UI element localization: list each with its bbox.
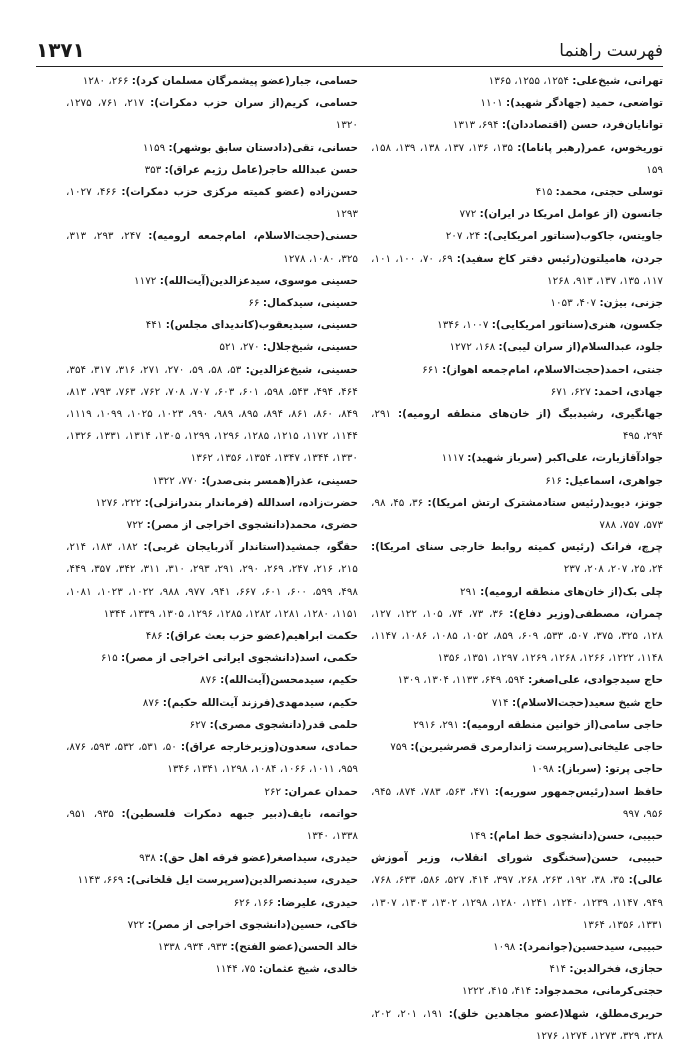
index-entry-name: حاجی علیخانی(سرپرست ژاندارمری قصرشیرین): xyxy=(410,741,663,754)
index-entry-name: تواضعی، حمید (جهادگر شهید): xyxy=(506,97,663,110)
index-entry-pages: ۱۱۱۷ xyxy=(441,452,468,465)
index-entry xyxy=(371,603,663,670)
index-entry-pages: ۱۹۱، ۲۰۱، ۲۰۲، ۳۲۸، ۳۲۹، ۱۲۷۳، ۱۲۷۴، ۱۲۷۶ xyxy=(371,1007,663,1042)
index-entry-name: توسلی حجتی، محمد: xyxy=(555,186,663,199)
index-entry-pages: ۷۲۲ xyxy=(126,519,147,532)
index-entry xyxy=(371,137,663,181)
index-entry-name: حسینی موسوی، سیدعزالدین(آیت‌الله): xyxy=(159,274,358,287)
index-entry-name: جوادآقازیارت، علی‌اکبر (سرباز شهید): xyxy=(467,452,663,465)
index-entry xyxy=(66,914,358,936)
index-entry-name: حاج شیخ سعید(حجت‌الاسلام): xyxy=(511,696,663,709)
index-entry xyxy=(66,70,358,92)
index-column-right xyxy=(371,70,663,1047)
index-entry-pages: ۲۶۶، ۱۲۸۰ xyxy=(82,75,132,87)
index-entry-pages: ۶۹، ۷۰، ۱۰۰، ۱۰۱، ۱۱۷، ۱۳۵، ۱۳۷، ۹۱۳، ۱۲۶۸ xyxy=(371,252,663,287)
index-entry xyxy=(66,492,358,514)
index-entry-name: حسینی، شیخ‌عزالدین: xyxy=(245,363,358,376)
index-entry xyxy=(371,669,663,691)
index-entry-name: حسینی، سیدیعقوب(کاندیدای مجلس): xyxy=(165,319,358,332)
index-entry xyxy=(371,492,663,536)
index-entry-name: خالدی، شیخ عثمان: xyxy=(258,963,358,976)
index-entry xyxy=(371,936,663,958)
index-entry-pages: ۱۲۵۴، ۱۲۵۵، ۱۳۶۵ xyxy=(488,75,573,87)
index-entry-name: حاجی سامی(از خوانین منطقه ارومیه): xyxy=(462,718,663,731)
index-entry xyxy=(371,225,663,247)
index-entry-pages: ۶۲۷ xyxy=(189,718,210,731)
index-entry-pages: ۵۳، ۵۸، ۵۹، ۲۷۰، ۲۷۱، ۳۱۶، ۳۱۷، ۳۵۴، ۴۶۴، ۴۹۴، ۵۴۳، ۵۹۸، ۶۰۱، ۶۰۳، ۷۰۷، ۷۰۸، ۷۶۲، ۷۶۳، ۷۹۳، ۸۱۳، ۸۴۹، ۸۶۰، ۸۶۱، ۸۹۴، ۸۹۵، ۹۸۹، ۹۹۰، ۱۰۲۳، ۱۰۲۵، ۱۰۹۹، ۱۱۱۹، ۱۱۴۴، ۱۱۷۲، ۱۲۱۵، ۱۲۸۵، ۱۲۹۶، ۱۲۹۹، ۱۳۰۵، ۱۳۱۴، ۱۳۳۱، ۱۳۲۶، ۱۳۳۰، ۱۳۴۴، ۱۳۴۷، ۱۳۵۴، ۱۳۵۶، ۱۳۶۲ xyxy=(66,363,358,465)
index-entry-name: جونز، دیوید(رئیس ستادمشترک ارتش امریکا): xyxy=(427,496,663,509)
index-entry xyxy=(66,958,358,980)
index-entry-pages: ۶۹۴، ۱۳۱۳ xyxy=(452,119,502,132)
index-entry xyxy=(66,669,358,691)
index-entry-pages: ۴۶۶، ۱۰۲۷، ۱۲۹۳ xyxy=(66,186,358,221)
index-entry-name: حاجی پرتو: (سرباز): xyxy=(557,763,663,776)
index-entry-name: جانسون (از عوامل امریکا در ایران): xyxy=(479,208,663,221)
index-entry-name: حافظ اسد(رئیس‌جمهور سوریه): xyxy=(494,785,663,798)
index-entry-name: جهانگیری، رشیدبیگ (از خان‌های منطقه ارومیه): xyxy=(397,408,663,421)
index-entry-pages: ۶۶۱ xyxy=(422,363,443,376)
index-column-left xyxy=(66,70,358,980)
index-entry-name: حسن‌زاده (عضو کمیته مرکزی حزب دمکرات): xyxy=(121,186,358,199)
index-entry-name: حکیم، سیدمهدی(فرزند آیت‌الله حکیم): xyxy=(162,696,358,709)
index-entry-pages: ۹۳۵، ۹۵۱، ۱۳۳۸، ۱۳۴۰ xyxy=(66,807,358,842)
index-entry-name: چمران، مصطفی(وزیر دفاع): xyxy=(509,607,663,620)
index-entry-pages: ۲۲۲، ۱۲۷۶ xyxy=(95,496,145,509)
index-entry-name: حقگو، جمشید(استاندار آذربایجان غربی): xyxy=(143,541,358,554)
index-entry xyxy=(66,692,358,714)
index-entry-name: جاویتس، جاکوب(سناتور امریکایی): xyxy=(483,230,663,243)
index-entry-pages: ۷۷۰، ۱۳۲۲ xyxy=(152,474,202,487)
index-entry-pages: ۵۹۴، ۶۴۹، ۱۱۳۳، ۱۳۰۴، ۱۳۰۹ xyxy=(397,674,529,687)
index-entry-name: حواتمه، نایف(دبیر جبهه دمکرات فلسطین): xyxy=(121,807,358,820)
index-entry xyxy=(66,159,358,181)
index-entry-pages: ۸۷۶ xyxy=(142,696,163,709)
index-entry-pages: ۶۶ xyxy=(248,297,263,310)
index-entry xyxy=(66,869,358,891)
index-entry-pages: ۳۶، ۷۳، ۷۴، ۱۰۵، ۱۲۲، ۱۲۷، ۱۲۸، ۳۲۵، ۳۷۵، ۵۰۷، ۵۳۳، ۶۰۹، ۸۵۹، ۱۰۵۲، ۱۰۸۵، ۱۰۸۶، ۱۱۴۷، ۱۱۴۸، ۱۲۲۲، ۱۲۶۶، ۱۲۶۸، ۱۲۶۹، ۱۲۹۷، ۱۳۵۱، ۱۳۵۶ xyxy=(371,607,663,665)
index-entry xyxy=(371,381,663,403)
index-entry-pages: ۱۱۰۱ xyxy=(480,97,507,110)
index-entry-name: حبیبی، سیدحسین(جوانمرد): xyxy=(518,940,663,953)
index-entry-pages: ۹۳۳، ۹۳۴، ۱۳۳۸ xyxy=(157,940,231,953)
index-entry-name: خاکی، حسین(دانشجوی اخراجی از مصر): xyxy=(147,918,358,931)
index-entry-name: حسینی، سیدکمال: xyxy=(262,297,358,310)
index-entry-name: حکمت ابراهیم(عضو حزب بعث عراق): xyxy=(165,630,358,643)
index-entry-pages: ۶۱۵ xyxy=(100,652,121,665)
index-entry-pages: ۱۱۵۹ xyxy=(142,141,169,154)
running-title: فهرست راهنما xyxy=(559,41,663,61)
index-entry-pages: ۷۷۲ xyxy=(459,208,480,221)
index-entry-pages: ۳۶، ۴۵، ۹۸، ۵۷۳، ۷۵۷، ۷۸۸ xyxy=(371,496,663,532)
index-entry xyxy=(371,314,663,336)
index-entry-name: جنتی، احمد(حجت‌الاسلام، امام‌جمعه اهواز): xyxy=(442,363,663,376)
index-entry-name: حاج سیدجوادی، علی‌اصغر: xyxy=(528,674,663,687)
index-entry-name: حسامی، کریم(از سران حزب دمکرات): xyxy=(150,97,358,110)
index-entry-name: حجازی، فخرالدین: xyxy=(569,963,663,976)
index-entry xyxy=(371,248,663,292)
index-entry xyxy=(371,336,663,358)
index-entry-pages: ۱۶۸، ۱۲۷۲ xyxy=(449,341,499,354)
index-entry-pages: ۳۵۳ xyxy=(144,163,165,176)
index-entry xyxy=(66,137,358,159)
index-entry-pages: ۱۰۰۷، ۱۳۴۶ xyxy=(437,319,492,332)
index-entry-name: حجتی‌کرمانی، محمدجواد: xyxy=(534,985,663,998)
index-entry-pages: ۲۱۷، ۷۶۱، ۱۲۷۵، ۱۳۲۰ xyxy=(66,97,358,132)
index-entry-name: جکسون، هنری(سناتور امریکایی): xyxy=(491,319,663,332)
index-entry xyxy=(371,447,663,469)
index-entry xyxy=(66,225,358,269)
index-entry-name: حبیبی، حسن(سخنگوی شورای انقلاب، وزیر آموزش عالی): xyxy=(371,852,663,887)
index-entry xyxy=(371,781,663,825)
index-entry-name: حضرت‌زاده، اسدالله (فرماندار بندرانزلی): xyxy=(144,496,358,509)
index-entry-pages: ۷۲۲ xyxy=(127,918,148,931)
index-entry-pages: ۵۰، ۵۳۱، ۵۳۲، ۵۹۳، ۸۷۶، ۹۵۹، ۱۰۱۱، ۱۰۶۶، ۱۰۸۴، ۱۲۹۸، ۱۳۴۱، ۱۳۴۶ xyxy=(66,741,358,776)
index-entry-name: حکمی، اسد(دانشجوی ایرانی اخراجی از مصر): xyxy=(120,652,358,665)
index-entry-pages: ۳۵، ۳۸، ۱۹۲، ۲۶۳، ۲۶۸، ۳۹۷، ۴۱۴، ۵۲۷، ۵۸۶، ۶۳۳، ۷۶۸، ۹۴۹، ۱۱۴۷، ۱۲۳۹، ۱۲۴۰، ۱۲۴۱، ۱۲۸۰، ۱۲۹۸، ۱۳۰۲، ۱۳۰۳، ۱۳۰۷، ۱۳۳۱، ۱۳۵۶، ۱۳۶۴ xyxy=(371,874,663,931)
index-entry xyxy=(371,403,663,447)
index-entry-name: حسینی، شیخ‌جلال: xyxy=(262,341,358,354)
index-entry xyxy=(371,92,663,114)
index-entry xyxy=(66,92,358,136)
index-entry xyxy=(66,781,358,803)
index-entry xyxy=(371,847,663,936)
index-entry xyxy=(371,536,663,580)
index-entry-pages: ۱۳۵، ۱۳۶، ۱۳۷، ۱۳۸، ۱۳۹، ۱۵۸، ۱۵۹ xyxy=(371,141,663,176)
index-entry-pages: ۴۱۴ xyxy=(549,963,570,976)
page-number: ۱۳۷۱ xyxy=(36,38,85,62)
index-entry xyxy=(371,470,663,492)
index-entry-name: حکیم، سیدمحسن(آیت‌الله): xyxy=(220,674,358,687)
index-entry-pages: ۱۰۹۸ xyxy=(531,763,558,776)
index-entry-pages: ۲۴، ۲۰۷ xyxy=(445,230,484,243)
index-entry xyxy=(371,181,663,203)
index-entry xyxy=(371,203,663,225)
index-entry xyxy=(371,692,663,714)
index-entry xyxy=(66,892,358,914)
index-entry xyxy=(371,958,663,980)
index-entry xyxy=(371,1003,663,1047)
page-header xyxy=(36,30,663,67)
index-entry xyxy=(371,581,663,603)
index-entry-pages: ۶۱۶ xyxy=(545,474,566,487)
index-entry-pages: ۴۷۱، ۵۶۳، ۷۸۳، ۸۷۴، ۹۴۵، ۹۵۶، ۹۹۷ xyxy=(371,785,663,820)
index-entry-name: چلی بک(از خان‌های منطقه ارومیه): xyxy=(480,585,663,598)
index-entry-name: حریری‌مطلق، شهلا(عضو مجاهدین خلق): xyxy=(448,1007,663,1020)
index-entry-name: حیدری، علیرضا: xyxy=(277,896,358,909)
index-entry-pages: ۲۹۱، ۲۹۴، ۴۹۵ xyxy=(371,408,663,443)
index-entry xyxy=(66,514,358,536)
index-entry-pages: ۲۹۱ xyxy=(460,585,481,598)
index-entry-pages: ۲۹۱، ۲۹۱۶ xyxy=(413,718,463,731)
index-entry-pages: ۴۱۵ xyxy=(535,186,556,199)
index-entry-name: حسن عبدالله حاجر(عامل رژیم عراق): xyxy=(164,163,358,176)
index-entry-name: جزنی، بیژن: xyxy=(599,297,663,310)
index-entry-pages: ۴۴۱ xyxy=(145,319,166,332)
index-entry-name: حمادی، سعدون(وزیرخارجه عراق): xyxy=(180,741,358,754)
index-entry-pages: ۲۶۲ xyxy=(264,785,285,798)
index-entry-name: حسینی، عذرا(همسر بنی‌صدر): xyxy=(201,474,358,487)
index-entry-name: جردن، هامیلتون(رئیس دفتر کاخ سفید): xyxy=(456,252,663,265)
index-entry xyxy=(371,825,663,847)
index-entry-name: توریخوس، عمر(رهبر پاناما): xyxy=(517,141,663,154)
index-entry-pages: ۸۷۶ xyxy=(200,674,221,687)
index-entry-name: چرچ، فرانک (رئیس کمیته روابط خارجی سنای امریکا): xyxy=(371,541,663,554)
index-entry xyxy=(371,758,663,780)
index-entry xyxy=(66,936,358,958)
index-entry-pages: ۱۸۲، ۱۸۳، ۲۱۴، ۲۱۵، ۲۱۶، ۲۴۷، ۲۶۹، ۲۹۰، ۲۹۱، ۲۹۳، ۳۱۰، ۳۱۱، ۳۴۲، ۳۵۷، ۴۴۹، ۴۹۸، ۵۹۹، ۶۰۰، ۶۰۱، ۶۶۷، ۹۴۱، ۹۷۷، ۹۸۸، ۱۰۲۲، ۱۰۲۳، ۱۰۸۱، ۱۱۵۱، ۱۲۸۰، ۱۲۸۱، ۱۲۸۲، ۱۲۸۵، ۱۲۹۶، ۱۳۰۵، ۱۳۳۹، ۱۳۴۴ xyxy=(66,541,358,620)
index-entry-name: جلود، عبدالسلام(از سران لیبی): xyxy=(498,341,663,354)
index-entry-pages: ۶۶۹، ۱۱۴۳ xyxy=(77,874,127,887)
index-entry-pages: ۴۸۶ xyxy=(145,630,166,643)
index-entry xyxy=(371,736,663,758)
index-entry xyxy=(66,536,358,625)
index-entry-pages: ۹۳۸ xyxy=(139,852,160,865)
index-entry xyxy=(66,847,358,869)
index-entry-pages: ۲۴، ۲۵، ۲۰۷، ۲۰۸، ۲۳۷ xyxy=(563,563,663,576)
index-entry-name: حلمی قدر(دانشجوی مصری): xyxy=(209,718,358,731)
index-entry xyxy=(66,292,358,314)
index-entry-name: حمدان عمران: xyxy=(284,785,358,798)
index-entry xyxy=(66,470,358,492)
index-entry xyxy=(66,647,358,669)
index-entry xyxy=(66,314,358,336)
index-entry-name: حسانی، تقی(دادستان سابق بوشهر): xyxy=(168,141,358,154)
index-entry-name: حیدری، سیداصغر(عضو فرقه اهل حق): xyxy=(159,852,358,865)
index-entry-name: حیدری، سیدنصرالدین(سرپرست ایل قلخانی): xyxy=(126,874,358,887)
index-entry xyxy=(66,359,358,470)
index-entry xyxy=(371,114,663,136)
index-entry xyxy=(371,70,663,92)
index-entry-name: جواهری، اسماعیل: xyxy=(565,474,663,487)
index-entry-name: حسامی، جبار(عضو پیشمرگان مسلمان کرد): xyxy=(131,75,358,87)
index-entry-name: حسنی(حجت‌الاسلام، امام‌جمعه ارومیه): xyxy=(148,230,358,243)
index-entry xyxy=(371,714,663,736)
index-entry-name: خالد الحسن(عضو الفتح): xyxy=(230,940,358,953)
index-entry xyxy=(66,181,358,225)
index-entry xyxy=(66,270,358,292)
index-entry xyxy=(66,803,358,847)
index-entry-pages: ۷۱۴ xyxy=(491,696,512,709)
index-entry xyxy=(371,292,663,314)
index-entry-name: توانایان‌فرد، حسن (اقتصاددان): xyxy=(501,119,663,132)
index-entry-pages: ۲۷۰، ۵۲۱ xyxy=(219,341,263,354)
index-entry xyxy=(66,736,358,780)
index-entry xyxy=(371,359,663,381)
index-entry-pages: ۴۱۴، ۴۱۵، ۱۲۲۲ xyxy=(462,985,535,998)
index-entry-pages: ۱۰۹۸ xyxy=(493,940,519,953)
index-entry-name: حضری، محمد(دانشجوی اخراجی از مصر): xyxy=(146,519,358,532)
index-entry-pages: ۶۲۷، ۶۷۱ xyxy=(550,385,595,398)
index-entry-pages: ۷۵، ۱۱۴۴ xyxy=(215,963,259,976)
index-entry-pages: ۴۰۷، ۱۰۵۳ xyxy=(550,297,600,310)
index-entry-pages: ۷۵۹ xyxy=(390,741,411,754)
index-entry xyxy=(66,336,358,358)
index-entry xyxy=(66,714,358,736)
index-entry-name: تهرانی، شیخ‌علی: xyxy=(572,75,663,87)
index-entry xyxy=(66,625,358,647)
index-entry-name: جهادی، احمد: xyxy=(594,385,663,398)
index-entry-pages: ۱۴۹ xyxy=(469,829,490,842)
index-entry xyxy=(371,980,663,1002)
index-entry-pages: ۱۶۶، ۶۲۶ xyxy=(233,896,278,909)
index-entry-name: حبیبی، حسن(دانشجوی خط امام): xyxy=(489,829,663,842)
index-entry-pages: ۲۴۷، ۲۹۳، ۳۱۳، ۳۲۵، ۱۰۸۰، ۱۲۷۸ xyxy=(66,230,358,265)
index-entry-pages: ۱۱۷۲ xyxy=(134,274,160,287)
